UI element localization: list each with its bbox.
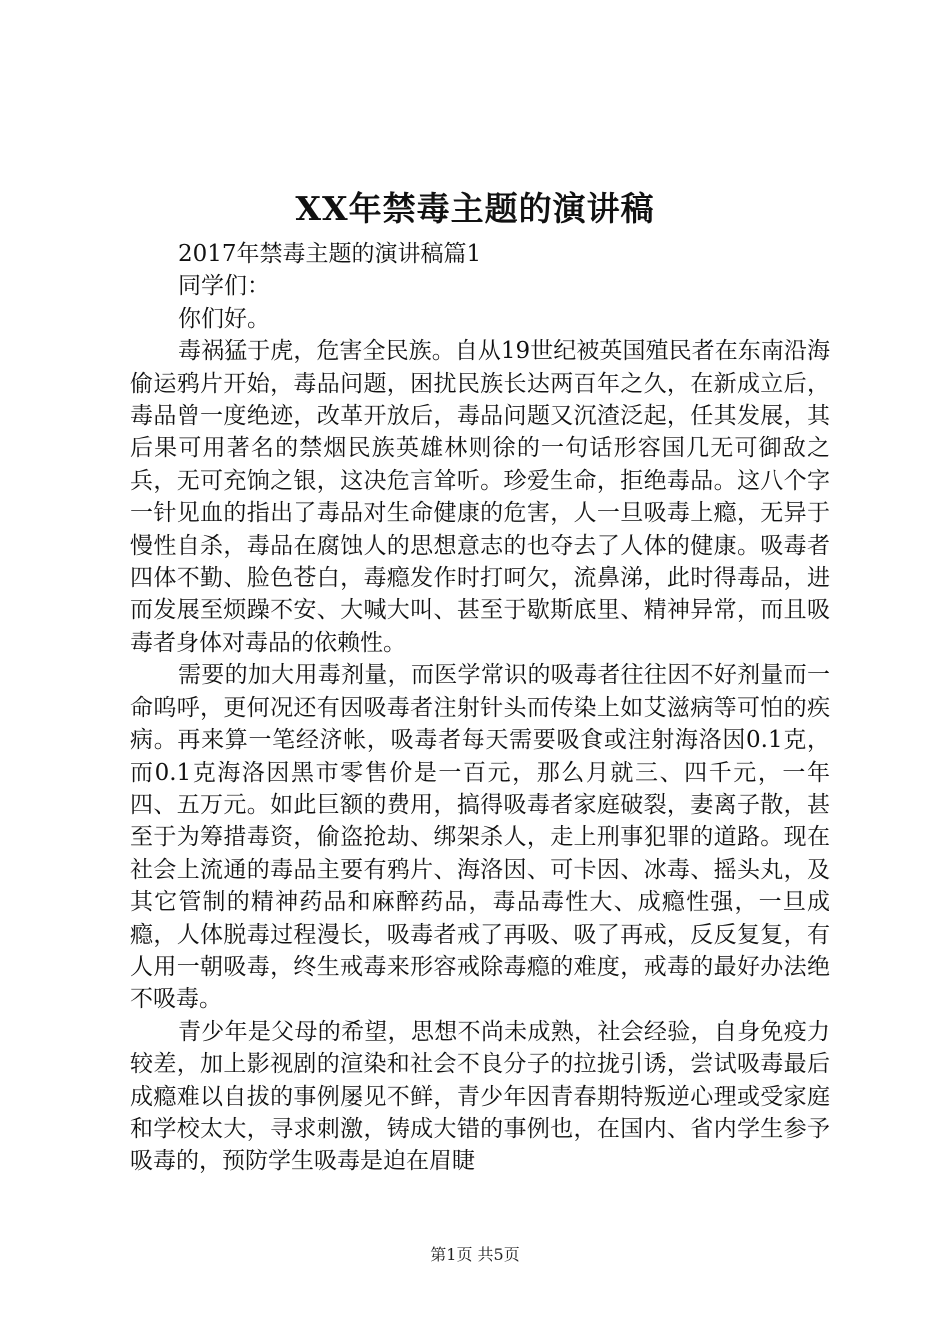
paragraph: 青少年是父母的希望，思想不尚未成熟，社会经验，自身免疫力较差，加上影视剧的渲染和社会不良分子的拉拢引诱，尝试吸毒最后成瘾难以自拔的事例屡见不鲜，青少年因青春期特叛逆心理或受家庭和学校太大，寻求刺激，铸成大错的事例也，在国内、省内学生参予吸毒的，预防学生吸毒是迫在眉睫 xyxy=(130,1018,830,1175)
document-title: XX年禁毒主题的演讲稿 xyxy=(295,189,655,228)
greeting: 你们好。 xyxy=(178,305,270,332)
salutation: 同学们： xyxy=(178,273,270,300)
document-body xyxy=(130,238,830,1178)
paragraph: 需要的加大用毒剂量，而医学常识的吸毒者往往因不好剂量而一命呜呼，更何况还有因吸毒者注射针头而传染上如艾滋病等可怕的疾病。再来算一笔经济帐，吸毒者每天需要吸食或注射海洛因0.1克，而0.1克海洛因黑市零售价是一百元，那么月就三、四千元，一年四、五万元。如此巨额的费用，搞得吸毒者家庭破裂，妻离子散，甚至于为筹措毒资，偷盗抢劫、绑架杀人，走上刑事犯罪的道路。现在社会上流通的毒品主要有鸦片、海洛因、可卡因、冰毒、摇头丸，及其它管制的精神药品和麻醉药品，毒品毒性大、成瘾性强，一旦成瘾，人体脱毒过程漫长，吸毒者戒了再吸、吸了再戒，反反复复，有人用一朝吸毒，终生戒毒来形容戒除毒瘾的难度，戒毒的最好办法绝不吸毒。 xyxy=(130,662,830,1013)
section-heading: 2017年禁毒主题的演讲稿篇1 xyxy=(178,241,482,267)
page-number: 第1页 共5页 xyxy=(430,1245,520,1264)
paragraph: 毒祸猛于虎，危害全民族。自从19世纪被英国殖民者在东南沿海偷运鸦片开始，毒品问题，困扰民族长达两百年之久，在新成立后，毒品曾一度绝迹，改革开放后，毒品问题又沉渣泛起，任其发展，其后果可用著名的禁烟民族英雄林则徐的一句话形容国几无可御敌之兵，无可充饷之银，这决危言耸听。珍爱生命，拒绝毒品。这八个字一针见血的指出了毒品对生命健康的危害，人一旦吸毒上瘾，无异于慢性自杀，毒品在腐蚀人的思想意志的也夺去了人体的健康。吸毒者四体不勤、脸色苍白，毒瘾发作时打呵欠，流鼻涕，此时得毒品，进而发展至烦躁不安、大喊大叫、甚至于歇斯底里、精神异常，而且吸毒者身体对毒品的依赖性。 xyxy=(130,338,830,656)
